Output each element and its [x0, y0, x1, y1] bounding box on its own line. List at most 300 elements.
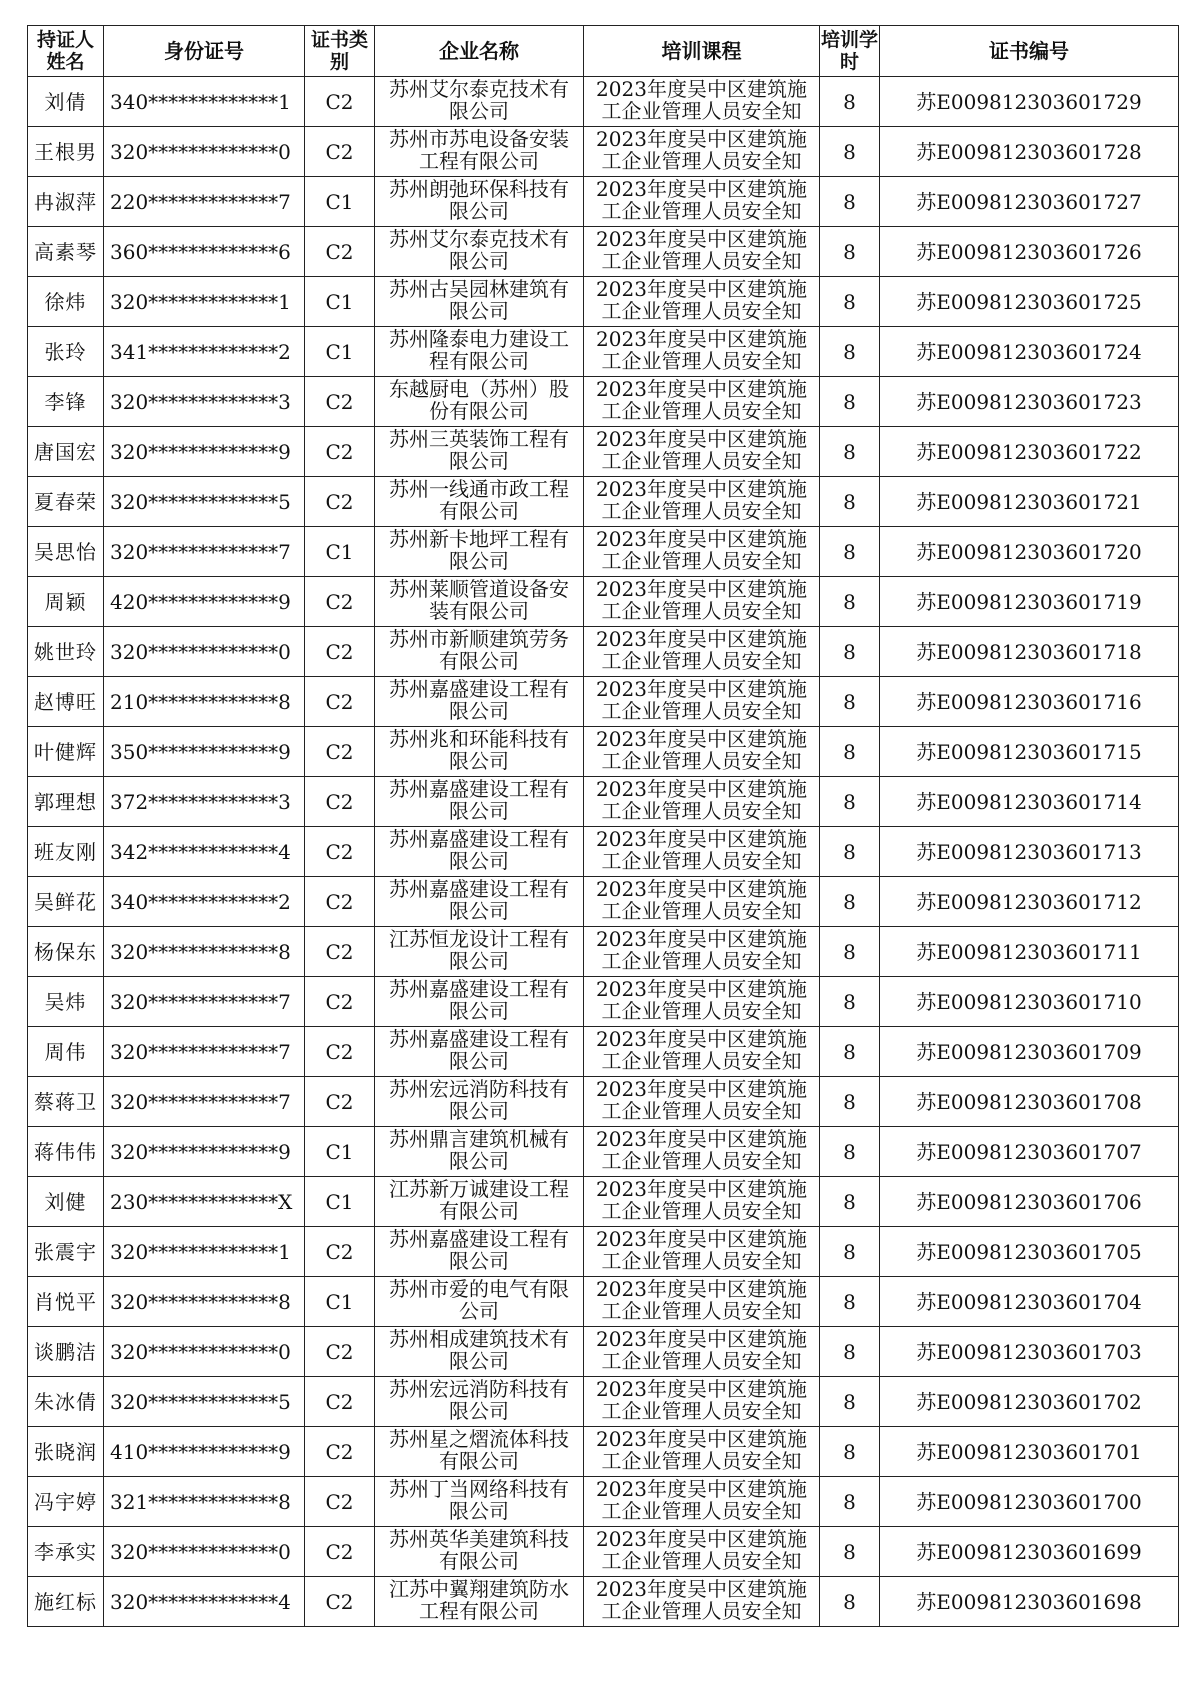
- cell-hours: 8: [820, 1227, 880, 1277]
- cell-cert-number: 苏E009812303601724: [880, 327, 1179, 377]
- table-row: [28, 77, 1179, 127]
- cell-cert-number: 苏E009812303601719: [880, 577, 1179, 627]
- cell-cert-type: C2: [305, 1027, 375, 1077]
- cell-id-number: 320*************9: [104, 427, 305, 477]
- cell-course: [584, 377, 820, 427]
- header-holder-name: 持证人姓名: [28, 26, 104, 77]
- cell-id-number: 320*************7: [104, 977, 305, 1027]
- cell-hours: 8: [820, 1477, 880, 1527]
- cell-course: [584, 827, 820, 877]
- cell-cert-type: C1: [305, 327, 375, 377]
- cell-cert-number: 苏E009812303601705: [880, 1227, 1179, 1277]
- cell-company: [375, 777, 584, 827]
- cell-company-text: 苏州嘉盛建设工程有限公司: [389, 877, 569, 923]
- cell-hours: 8: [820, 377, 880, 427]
- cell-company-text: 苏州嘉盛建设工程有限公司: [389, 1027, 569, 1073]
- cell-company: [375, 927, 584, 977]
- cell-course-text: 2023年度吴中区建筑施工企业管理人员安全知: [596, 727, 807, 773]
- cell-id-number: 320*************5: [104, 477, 305, 527]
- cell-holder-name: 刘倩: [28, 77, 104, 127]
- cell-company: [375, 1227, 584, 1277]
- table-header: [28, 26, 1179, 77]
- cell-id-number: 340*************1: [104, 77, 305, 127]
- cell-hours: 8: [820, 827, 880, 877]
- cell-company-text: 苏州艾尔泰克技术有限公司: [389, 227, 569, 273]
- header-course: 培训课程: [584, 26, 820, 77]
- cell-company: [375, 327, 584, 377]
- cell-course: [584, 327, 820, 377]
- cell-cert-type: C2: [305, 927, 375, 977]
- cell-cert-number: 苏E009812303601715: [880, 727, 1179, 777]
- cell-hours: 8: [820, 977, 880, 1027]
- cell-id-number: 320*************7: [104, 1027, 305, 1077]
- cell-hours: 8: [820, 77, 880, 127]
- cell-cert-type: C2: [305, 627, 375, 677]
- table-row: [28, 1027, 1179, 1077]
- cell-company-text: 苏州宏远消防科技有限公司: [389, 1077, 569, 1123]
- cell-course: [584, 727, 820, 777]
- table-row: [28, 727, 1179, 777]
- table-row: [28, 1077, 1179, 1127]
- cell-cert-number: 苏E009812303601704: [880, 1277, 1179, 1327]
- header-company: 企业名称: [375, 26, 584, 77]
- cell-hours: 8: [820, 927, 880, 977]
- cell-id-number: 320*************0: [104, 627, 305, 677]
- cell-cert-number: 苏E009812303601726: [880, 227, 1179, 277]
- cell-company: [375, 827, 584, 877]
- cell-company-text: 苏州市新顺建筑劳务有限公司: [389, 627, 569, 673]
- cell-cert-number: 苏E009812303601720: [880, 527, 1179, 577]
- cell-company: [375, 577, 584, 627]
- cell-holder-name: 冉淑萍: [28, 177, 104, 227]
- cell-cert-number: 苏E009812303601729: [880, 77, 1179, 127]
- table-row: [28, 777, 1179, 827]
- cell-id-number: 420*************9: [104, 577, 305, 627]
- cell-company-text: 苏州嘉盛建设工程有限公司: [389, 777, 569, 823]
- table-row: [28, 827, 1179, 877]
- cell-company: [375, 1427, 584, 1477]
- cell-company: [375, 1327, 584, 1377]
- cell-company-text: 苏州丁当网络科技有限公司: [389, 1477, 569, 1523]
- cell-company: [375, 877, 584, 927]
- cell-holder-name: 赵博旺: [28, 677, 104, 727]
- cell-cert-type: C1: [305, 1127, 375, 1177]
- header-cert-type: 证书类别: [305, 26, 375, 77]
- cell-course: [584, 1377, 820, 1427]
- cell-course: [584, 1077, 820, 1127]
- cell-hours: 8: [820, 277, 880, 327]
- cell-holder-name: 冯宇婷: [28, 1477, 104, 1527]
- cell-hours: 8: [820, 727, 880, 777]
- cell-cert-type: C2: [305, 677, 375, 727]
- cell-hours: 8: [820, 1527, 880, 1577]
- table-row: [28, 327, 1179, 377]
- table-row: [28, 1177, 1179, 1227]
- cell-company: [375, 1527, 584, 1577]
- table-row: [28, 1327, 1179, 1377]
- cell-company: [375, 127, 584, 177]
- cell-company-text: 苏州嘉盛建设工程有限公司: [389, 677, 569, 723]
- cell-cert-number: 苏E009812303601722: [880, 427, 1179, 477]
- cell-holder-name: 班友刚: [28, 827, 104, 877]
- table-row: [28, 1227, 1179, 1277]
- cell-holder-name: 徐炜: [28, 277, 104, 327]
- cell-id-number: 320*************1: [104, 277, 305, 327]
- cell-cert-type: C2: [305, 427, 375, 477]
- cell-company-text: 苏州嘉盛建设工程有限公司: [389, 1227, 569, 1273]
- cell-course-text: 2023年度吴中区建筑施工企业管理人员安全知: [596, 1427, 807, 1473]
- cell-holder-name: 吴炜: [28, 977, 104, 1027]
- cell-id-number: 320*************9: [104, 1127, 305, 1177]
- cell-holder-name: 唐国宏: [28, 427, 104, 477]
- table-row: [28, 677, 1179, 727]
- cell-hours: 8: [820, 527, 880, 577]
- table-body: [28, 77, 1179, 1627]
- cell-cert-number: 苏E009812303601707: [880, 1127, 1179, 1177]
- cell-cert-type: C2: [305, 777, 375, 827]
- cell-course-text: 2023年度吴中区建筑施工企业管理人员安全知: [596, 1227, 807, 1273]
- cell-id-number: 230*************X: [104, 1177, 305, 1227]
- cell-hours: 8: [820, 327, 880, 377]
- cell-cert-type: C1: [305, 1277, 375, 1327]
- cell-cert-number: 苏E009812303601723: [880, 377, 1179, 427]
- cell-course-text: 2023年度吴中区建筑施工企业管理人员安全知: [596, 827, 807, 873]
- cell-hours: 8: [820, 577, 880, 627]
- cell-course: [584, 77, 820, 127]
- cell-cert-number: 苏E009812303601703: [880, 1327, 1179, 1377]
- header-hours: 培训学时: [820, 26, 880, 77]
- cell-cert-type: C1: [305, 177, 375, 227]
- cell-course: [584, 927, 820, 977]
- cell-company: [375, 727, 584, 777]
- cell-course-text: 2023年度吴中区建筑施工企业管理人员安全知: [596, 1577, 807, 1623]
- table-row: [28, 427, 1179, 477]
- cell-cert-type: C2: [305, 227, 375, 277]
- cell-cert-type: C2: [305, 577, 375, 627]
- cell-company: [375, 677, 584, 727]
- cell-cert-type: C2: [305, 1577, 375, 1627]
- table-row: [28, 1477, 1179, 1527]
- cell-cert-number: 苏E009812303601700: [880, 1477, 1179, 1527]
- cell-hours: 8: [820, 477, 880, 527]
- cell-course-text: 2023年度吴中区建筑施工企业管理人员安全知: [596, 177, 807, 223]
- table-row: [28, 977, 1179, 1027]
- cell-cert-type: C2: [305, 977, 375, 1027]
- cell-cert-type: C2: [305, 727, 375, 777]
- cell-cert-type: C2: [305, 1377, 375, 1427]
- cell-company-text: 东越厨电（苏州）股份有限公司: [389, 377, 569, 423]
- cell-holder-name: 谈鹏洁: [28, 1327, 104, 1377]
- cell-cert-number: 苏E009812303601725: [880, 277, 1179, 327]
- table-row: [28, 1277, 1179, 1327]
- cell-course: [584, 1327, 820, 1377]
- cell-hours: 8: [820, 127, 880, 177]
- cell-cert-type: C1: [305, 1177, 375, 1227]
- header-id-number: 身份证号: [104, 26, 305, 77]
- cell-holder-name: 姚世玲: [28, 627, 104, 677]
- cell-cert-number: 苏E009812303601714: [880, 777, 1179, 827]
- cell-course: [584, 1577, 820, 1627]
- cell-cert-number: 苏E009812303601706: [880, 1177, 1179, 1227]
- cell-hours: 8: [820, 1277, 880, 1327]
- cell-company: [375, 427, 584, 477]
- cell-hours: 8: [820, 777, 880, 827]
- cell-course-text: 2023年度吴中区建筑施工企业管理人员安全知: [596, 577, 807, 623]
- cell-course: [584, 277, 820, 327]
- certificate-table: [27, 25, 1179, 1627]
- cell-cert-number: 苏E009812303601711: [880, 927, 1179, 977]
- header-cert-number: 证书编号: [880, 26, 1179, 77]
- cell-hours: 8: [820, 227, 880, 277]
- cell-course-text: 2023年度吴中区建筑施工企业管理人员安全知: [596, 927, 807, 973]
- cell-id-number: 210*************8: [104, 677, 305, 727]
- cell-course-text: 2023年度吴中区建筑施工企业管理人员安全知: [596, 677, 807, 723]
- cell-hours: 8: [820, 877, 880, 927]
- cell-company-text: 苏州鼎言建筑机械有限公司: [389, 1127, 569, 1173]
- cell-cert-number: 苏E009812303601708: [880, 1077, 1179, 1127]
- cell-hours: 8: [820, 1177, 880, 1227]
- cell-company-text: 苏州新卡地坪工程有限公司: [389, 527, 569, 573]
- cell-cert-type: C2: [305, 827, 375, 877]
- cell-id-number: 320*************8: [104, 927, 305, 977]
- cell-id-number: 342*************4: [104, 827, 305, 877]
- cell-company: [375, 1477, 584, 1527]
- cell-cert-number: 苏E009812303601728: [880, 127, 1179, 177]
- cell-holder-name: 李承实: [28, 1527, 104, 1577]
- cell-id-number: 340*************2: [104, 877, 305, 927]
- table-row: [28, 1527, 1179, 1577]
- cell-cert-number: 苏E009812303601699: [880, 1527, 1179, 1577]
- cell-company-text: 苏州兆和环能科技有限公司: [389, 727, 569, 773]
- cell-course: [584, 977, 820, 1027]
- cell-cert-number: 苏E009812303601713: [880, 827, 1179, 877]
- cell-cert-number: 苏E009812303601701: [880, 1427, 1179, 1477]
- cell-company-text: 苏州英华美建筑科技有限公司: [389, 1527, 569, 1573]
- cell-company: [375, 277, 584, 327]
- table-row: [28, 927, 1179, 977]
- cell-course-text: 2023年度吴中区建筑施工企业管理人员安全知: [596, 977, 807, 1023]
- cell-hours: 8: [820, 1427, 880, 1477]
- cell-company-text: 江苏中翼翔建筑防水工程有限公司: [389, 1577, 569, 1623]
- cell-cert-type: C2: [305, 477, 375, 527]
- cell-cert-type: C2: [305, 877, 375, 927]
- cell-holder-name: 吴思怡: [28, 527, 104, 577]
- cell-id-number: 320*************0: [104, 1527, 305, 1577]
- cell-hours: 8: [820, 1327, 880, 1377]
- cell-hours: 8: [820, 427, 880, 477]
- cell-holder-name: 张震宇: [28, 1227, 104, 1277]
- cell-id-number: 220*************7: [104, 177, 305, 227]
- cell-course-text: 2023年度吴中区建筑施工企业管理人员安全知: [596, 1277, 807, 1323]
- cell-course-text: 2023年度吴中区建筑施工企业管理人员安全知: [596, 777, 807, 823]
- cell-course-text: 2023年度吴中区建筑施工企业管理人员安全知: [596, 877, 807, 923]
- cell-hours: 8: [820, 1127, 880, 1177]
- cell-company: [375, 377, 584, 427]
- cell-hours: 8: [820, 177, 880, 227]
- cell-course-text: 2023年度吴中区建筑施工企业管理人员安全知: [596, 527, 807, 573]
- cell-company: [375, 1077, 584, 1127]
- cell-holder-name: 李锋: [28, 377, 104, 427]
- cell-company: [375, 1177, 584, 1227]
- table-row: [28, 527, 1179, 577]
- cell-holder-name: 夏春荣: [28, 477, 104, 527]
- cell-course-text: 2023年度吴中区建筑施工企业管理人员安全知: [596, 477, 807, 523]
- cell-course: [584, 1477, 820, 1527]
- cell-id-number: 320*************0: [104, 1327, 305, 1377]
- cell-cert-type: C2: [305, 127, 375, 177]
- cell-course: [584, 1127, 820, 1177]
- cell-course-text: 2023年度吴中区建筑施工企业管理人员安全知: [596, 227, 807, 273]
- cell-cert-type: C2: [305, 1427, 375, 1477]
- cell-course-text: 2023年度吴中区建筑施工企业管理人员安全知: [596, 627, 807, 673]
- cell-hours: 8: [820, 627, 880, 677]
- cell-cert-number: 苏E009812303601712: [880, 877, 1179, 927]
- cell-course: [584, 877, 820, 927]
- cell-course-text: 2023年度吴中区建筑施工企业管理人员安全知: [596, 77, 807, 123]
- cell-course-text: 2023年度吴中区建筑施工企业管理人员安全知: [596, 1377, 807, 1423]
- cell-id-number: 320*************5: [104, 1377, 305, 1427]
- cell-course-text: 2023年度吴中区建筑施工企业管理人员安全知: [596, 1327, 807, 1373]
- cell-id-number: 372*************3: [104, 777, 305, 827]
- cell-company-text: 苏州隆泰电力建设工程有限公司: [389, 327, 569, 373]
- cell-company: [375, 627, 584, 677]
- cell-holder-name: 周颖: [28, 577, 104, 627]
- cell-cert-type: C2: [305, 77, 375, 127]
- cell-id-number: 320*************8: [104, 1277, 305, 1327]
- cell-holder-name: 高素琴: [28, 227, 104, 277]
- cell-course-text: 2023年度吴中区建筑施工企业管理人员安全知: [596, 377, 807, 423]
- cell-company: [375, 977, 584, 1027]
- cell-course-text: 2023年度吴中区建筑施工企业管理人员安全知: [596, 1477, 807, 1523]
- table-row: [28, 477, 1179, 527]
- cell-cert-number: 苏E009812303601698: [880, 1577, 1179, 1627]
- cell-holder-name: 叶健辉: [28, 727, 104, 777]
- cell-id-number: 320*************7: [104, 1077, 305, 1127]
- cell-course: [584, 1277, 820, 1327]
- cell-company-text: 苏州市苏电设备安装工程有限公司: [389, 127, 569, 173]
- cell-holder-name: 蔡蒋卫: [28, 1077, 104, 1127]
- table-row: [28, 1127, 1179, 1177]
- cell-company-text: 苏州星之熠流体科技有限公司: [389, 1427, 569, 1473]
- cell-course: [584, 177, 820, 227]
- cell-cert-type: C2: [305, 377, 375, 427]
- table-row: [28, 577, 1179, 627]
- cell-company-text: 苏州市爱的电气有限公司: [389, 1277, 569, 1323]
- cell-company-text: 江苏新万诚建设工程有限公司: [389, 1177, 569, 1223]
- cell-company: [375, 1577, 584, 1627]
- cell-id-number: 341*************2: [104, 327, 305, 377]
- cell-holder-name: 王根男: [28, 127, 104, 177]
- cell-holder-name: 刘健: [28, 1177, 104, 1227]
- cell-cert-type: C2: [305, 1477, 375, 1527]
- cell-hours: 8: [820, 1377, 880, 1427]
- cell-company: [375, 1027, 584, 1077]
- cell-cert-number: 苏E009812303601721: [880, 477, 1179, 527]
- cell-company: [375, 1127, 584, 1177]
- cell-holder-name: 张晓润: [28, 1427, 104, 1477]
- cell-course: [584, 1427, 820, 1477]
- cell-hours: 8: [820, 1577, 880, 1627]
- table-row: [28, 1427, 1179, 1477]
- cell-course-text: 2023年度吴中区建筑施工企业管理人员安全知: [596, 127, 807, 173]
- cell-company-text: 苏州莱顺管道设备安装有限公司: [389, 577, 569, 623]
- cell-course: [584, 227, 820, 277]
- table-row: [28, 377, 1179, 427]
- header-row: [28, 26, 1179, 77]
- cell-holder-name: 蒋伟伟: [28, 1127, 104, 1177]
- cell-company: [375, 77, 584, 127]
- cell-course: [584, 627, 820, 677]
- cell-company-text: 苏州嘉盛建设工程有限公司: [389, 827, 569, 873]
- cell-cert-type: C2: [305, 1327, 375, 1377]
- cell-course-text: 2023年度吴中区建筑施工企业管理人员安全知: [596, 277, 807, 323]
- cell-company: [375, 527, 584, 577]
- cell-course-text: 2023年度吴中区建筑施工企业管理人员安全知: [596, 1177, 807, 1223]
- cell-course: [584, 777, 820, 827]
- cell-course-text: 2023年度吴中区建筑施工企业管理人员安全知: [596, 1077, 807, 1123]
- cell-cert-type: C1: [305, 277, 375, 327]
- cell-company-text: 苏州古吴园林建筑有限公司: [389, 277, 569, 323]
- cell-course: [584, 677, 820, 727]
- cell-course: [584, 477, 820, 527]
- table-row: [28, 1577, 1179, 1627]
- cell-company: [375, 227, 584, 277]
- cell-holder-name: 吴鲜花: [28, 877, 104, 927]
- table-row: [28, 127, 1179, 177]
- cell-id-number: 360*************6: [104, 227, 305, 277]
- cell-holder-name: 施红标: [28, 1577, 104, 1627]
- cell-cert-number: 苏E009812303601709: [880, 1027, 1179, 1077]
- cell-id-number: 320*************0: [104, 127, 305, 177]
- cell-company: [375, 177, 584, 227]
- cell-course-text: 2023年度吴中区建筑施工企业管理人员安全知: [596, 1127, 807, 1173]
- table-row: [28, 877, 1179, 927]
- cell-course-text: 2023年度吴中区建筑施工企业管理人员安全知: [596, 327, 807, 373]
- cell-company-text: 江苏恒龙设计工程有限公司: [389, 927, 569, 973]
- cell-cert-number: 苏E009812303601727: [880, 177, 1179, 227]
- cell-course: [584, 1227, 820, 1277]
- cell-course-text: 2023年度吴中区建筑施工企业管理人员安全知: [596, 1527, 807, 1573]
- cell-cert-type: C2: [305, 1527, 375, 1577]
- cell-id-number: 320*************1: [104, 1227, 305, 1277]
- cell-company-text: 苏州朗弛环保科技有限公司: [389, 177, 569, 223]
- cell-course-text: 2023年度吴中区建筑施工企业管理人员安全知: [596, 427, 807, 473]
- table-row: [28, 1377, 1179, 1427]
- cell-hours: 8: [820, 1077, 880, 1127]
- table-row: [28, 627, 1179, 677]
- cell-id-number: 410*************9: [104, 1427, 305, 1477]
- cell-cert-number: 苏E009812303601702: [880, 1377, 1179, 1427]
- cell-course: [584, 1027, 820, 1077]
- cell-cert-number: 苏E009812303601716: [880, 677, 1179, 727]
- cell-id-number: 320*************4: [104, 1577, 305, 1627]
- cell-hours: 8: [820, 1027, 880, 1077]
- cell-company: [375, 477, 584, 527]
- cell-id-number: 350*************9: [104, 727, 305, 777]
- cell-hours: 8: [820, 677, 880, 727]
- cell-cert-type: C2: [305, 1077, 375, 1127]
- cell-company-text: 苏州宏远消防科技有限公司: [389, 1377, 569, 1423]
- cell-holder-name: 周伟: [28, 1027, 104, 1077]
- cell-holder-name: 肖悦平: [28, 1277, 104, 1327]
- cell-course: [584, 577, 820, 627]
- cell-course: [584, 1527, 820, 1577]
- cell-cert-number: 苏E009812303601718: [880, 627, 1179, 677]
- cell-company: [375, 1377, 584, 1427]
- cell-id-number: 321*************8: [104, 1477, 305, 1527]
- cell-course: [584, 127, 820, 177]
- table-row: [28, 227, 1179, 277]
